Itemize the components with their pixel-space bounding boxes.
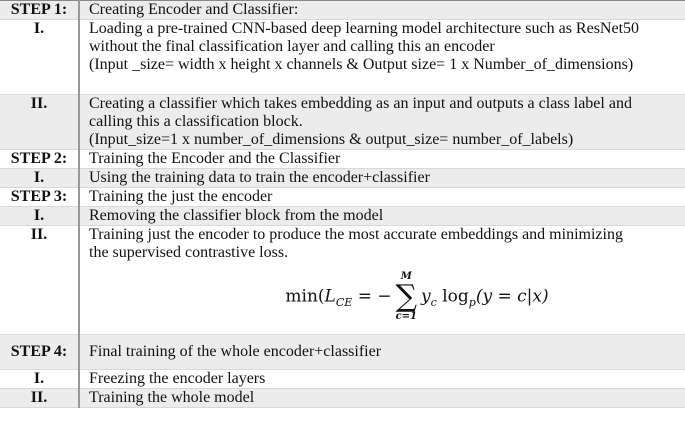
step-description (79, 226, 685, 335)
step-description (79, 389, 685, 408)
step-label: STEP 2: (0, 150, 79, 169)
table-row (0, 226, 685, 335)
step-label: STEP 1: (0, 1, 79, 20)
description-line: Training the just the encoder (89, 188, 273, 205)
description-line: without the final classification layer and calling this an encoder (89, 38, 495, 55)
description-line: the supervised contrastive loss. (89, 244, 289, 261)
description-line: (Input _size= width x height x channels & Output size= 1 x Number_of_dimensions) (89, 56, 634, 73)
step-description (79, 188, 685, 207)
step-label: I. (0, 207, 79, 226)
step-description (79, 150, 685, 169)
description-line: Training the Encoder and the Classifier (89, 150, 341, 167)
step-label: STEP 3: (0, 188, 79, 207)
step-label: II. (0, 389, 79, 408)
table-row (0, 389, 685, 408)
table-row (0, 335, 685, 370)
step-label: I. (0, 169, 79, 188)
step-description (79, 20, 685, 95)
table-row (0, 95, 685, 150)
step-label: STEP 4: (0, 335, 79, 370)
loss-formula: $\min(L_{CE}$ = − M ∑ c=1 $y_c$ $\log_p(y = c|x)$ (285, 271, 549, 322)
step-description (79, 169, 685, 188)
table-row (0, 370, 685, 389)
description-line: Using the training data to train the encoder+classifier (89, 169, 430, 186)
description-line: calling this a classification block. (89, 113, 303, 130)
description-line: Training just the encoder to produce the most accurate embeddings and minimizing (89, 226, 623, 243)
step-description (79, 335, 685, 370)
table-row (0, 169, 685, 188)
summation: M ∑ c=1 (395, 271, 418, 322)
step-label: I. (0, 370, 79, 389)
step-label: II. (0, 226, 79, 335)
table-row (0, 207, 685, 226)
description-line: Creating Encoder and Classifier: (89, 1, 299, 18)
description-line: Final training of the whole encoder+classifier (89, 343, 382, 360)
step-description (79, 95, 685, 150)
step-label: I. (0, 20, 79, 95)
description-line: Creating a classifier which takes embedding as an input and outputs a class label and (89, 95, 632, 112)
step-description (79, 370, 685, 389)
description-line: (Input_size=1 x number_of_dimensions & output_size= number_of_labels) (89, 131, 574, 148)
description-line: Loading a pre-trained CNN-based deep learning model architecture such as ResNet50 (89, 20, 640, 37)
table-row (0, 1, 685, 20)
step-description (79, 1, 685, 20)
description-line: Training the whole model (89, 389, 255, 406)
step-label: II. (0, 95, 79, 150)
description-line: Freezing the encoder layers (89, 370, 266, 387)
step-description (79, 207, 685, 226)
description-line: Removing the classifier block from the model (89, 207, 384, 224)
table-row (0, 20, 685, 95)
table-row (0, 150, 685, 169)
table-row (0, 188, 685, 207)
